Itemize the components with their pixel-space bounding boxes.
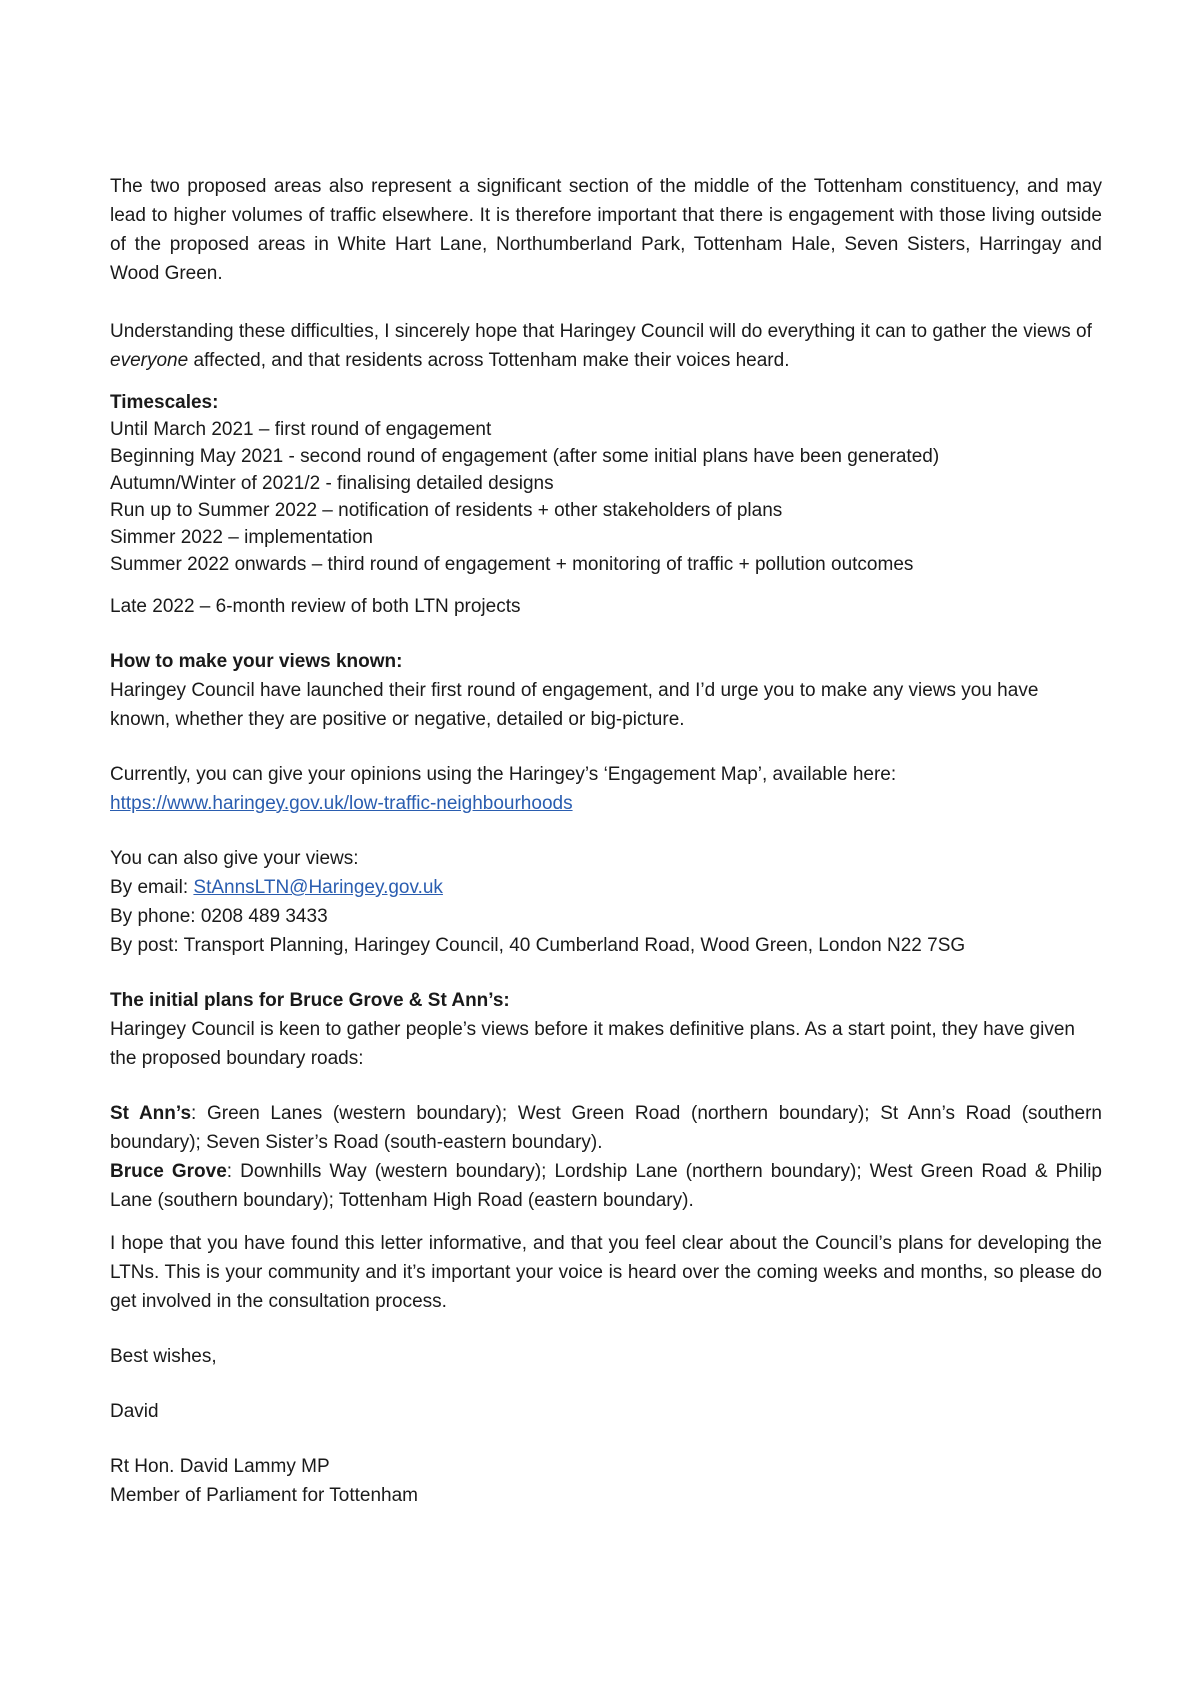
views-section	[110, 647, 1102, 734]
timescale-item: Summer 2022 onwards – third round of engagement + monitoring of traffic + pollution outcomes	[110, 554, 914, 575]
plans-bruce-grove	[110, 1157, 1102, 1215]
closing-paragraph: I hope that you have found this letter informative, and that you feel clear about the Council’s plans for developing the LTNs. This is your community and it’s important your voice is heard over the coming weeks and months, so please do get involved in the consultation process.	[110, 1233, 1102, 1312]
timescale-item: Beginning May 2021 - second round of engagement (after some initial plans have been generated)	[110, 446, 940, 467]
views-body: Haringey Council have launched their first round of engagement, and I’d urge you to make any views you have known, whether they are positive or negative, detailed or big-picture.	[110, 680, 1039, 730]
timescales-heading: Timescales:	[110, 392, 219, 413]
plans-section	[110, 986, 1102, 1073]
contact-email-link[interactable]: StAnnsLTN@Haringey.gov.uk	[193, 877, 443, 898]
plans-st-anns	[110, 1099, 1102, 1157]
contact-email-label: By email:	[110, 877, 194, 898]
timescale-item: Autumn/Winter of 2021/2 - finalising detailed designs	[110, 473, 554, 494]
engagement-map-link[interactable]: https://www.haringey.gov.uk/low-traffic-neighbourhoods	[110, 793, 573, 814]
paragraph-tottenham-areas: The two proposed areas also represent a significant section of the middle of the Tottenham constituency, and may lead to higher volumes of traffic elsewhere. It is therefore important that there is engagement with those living outside of the proposed areas in White Hart Lane, Northumberland Park, Tottenham Hale, Seven Sisters, Harringay and Wood Green.	[110, 176, 1102, 284]
plans-st-anns-text: : Green Lanes (western boundary); West Green Road (northern boundary); St Ann’s Road (southern boundary); Seven Sister’s Road (south-eastern boundary).	[110, 1103, 1102, 1153]
paragraph-understanding	[110, 317, 1102, 375]
signer-first-name: David	[110, 1401, 159, 1422]
paragraph-understanding-end: affected, and that residents across Tottenham make their voices heard.	[188, 350, 790, 371]
views-heading: How to make your views known:	[110, 651, 403, 672]
plans-heading: The initial plans for Bruce Grove & St Ann’s:	[110, 990, 510, 1011]
timescale-item: Until March 2021 – first round of engagement	[110, 419, 492, 440]
plans-bruce-grove-text: : Downhills Way (western boundary); Lordship Lane (northern boundary); West Green Road & Philip Lane (southern boundary); Tottenham High Road (eastern boundary).	[110, 1161, 1102, 1211]
contact-section	[110, 844, 1102, 960]
emphasis-everyone: everyone	[110, 350, 189, 371]
signature-full-name: Rt Hon. David Lammy MP	[110, 1456, 330, 1477]
letter-page	[110, 172, 1102, 1510]
signoff: Best wishes,	[110, 1346, 217, 1367]
contact-phone: By phone: 0208 489 3433	[110, 906, 328, 927]
timescale-item: Run up to Summer 2022 – notification of residents + other stakeholders of plans	[110, 500, 783, 521]
timescale-late-review: Late 2022 – 6-month review of both LTN projects	[110, 596, 521, 617]
engagement-map-section	[110, 760, 1102, 818]
paragraph-understanding-start: Understanding these difficulties, I sincerely hope that Haringey Council will do everything it can to gather the views of	[110, 321, 1092, 342]
plans-body: Haringey Council is keen to gather people’s views before it makes definitive plans. As a start point, they have given the proposed boundary roads:	[110, 1019, 1075, 1069]
timescales-section	[110, 389, 1102, 578]
plans-st-anns-label: St Ann’s	[110, 1103, 192, 1124]
contact-email-line	[110, 873, 1102, 902]
signature-block	[110, 1452, 1102, 1510]
plans-bruce-grove-label: Bruce Grove	[110, 1161, 227, 1182]
signature-title: Member of Parliament for Tottenham	[110, 1485, 419, 1506]
contact-intro: You can also give your views:	[110, 848, 359, 869]
engagement-map-text: Currently, you can give your opinions using the Haringey’s ‘Engagement Map’, available here:	[110, 764, 897, 785]
timescale-item: Simmer 2022 – implementation	[110, 527, 373, 548]
contact-post: By post: Transport Planning, Haringey Council, 40 Cumberland Road, Wood Green, London N22 7SG	[110, 935, 966, 956]
